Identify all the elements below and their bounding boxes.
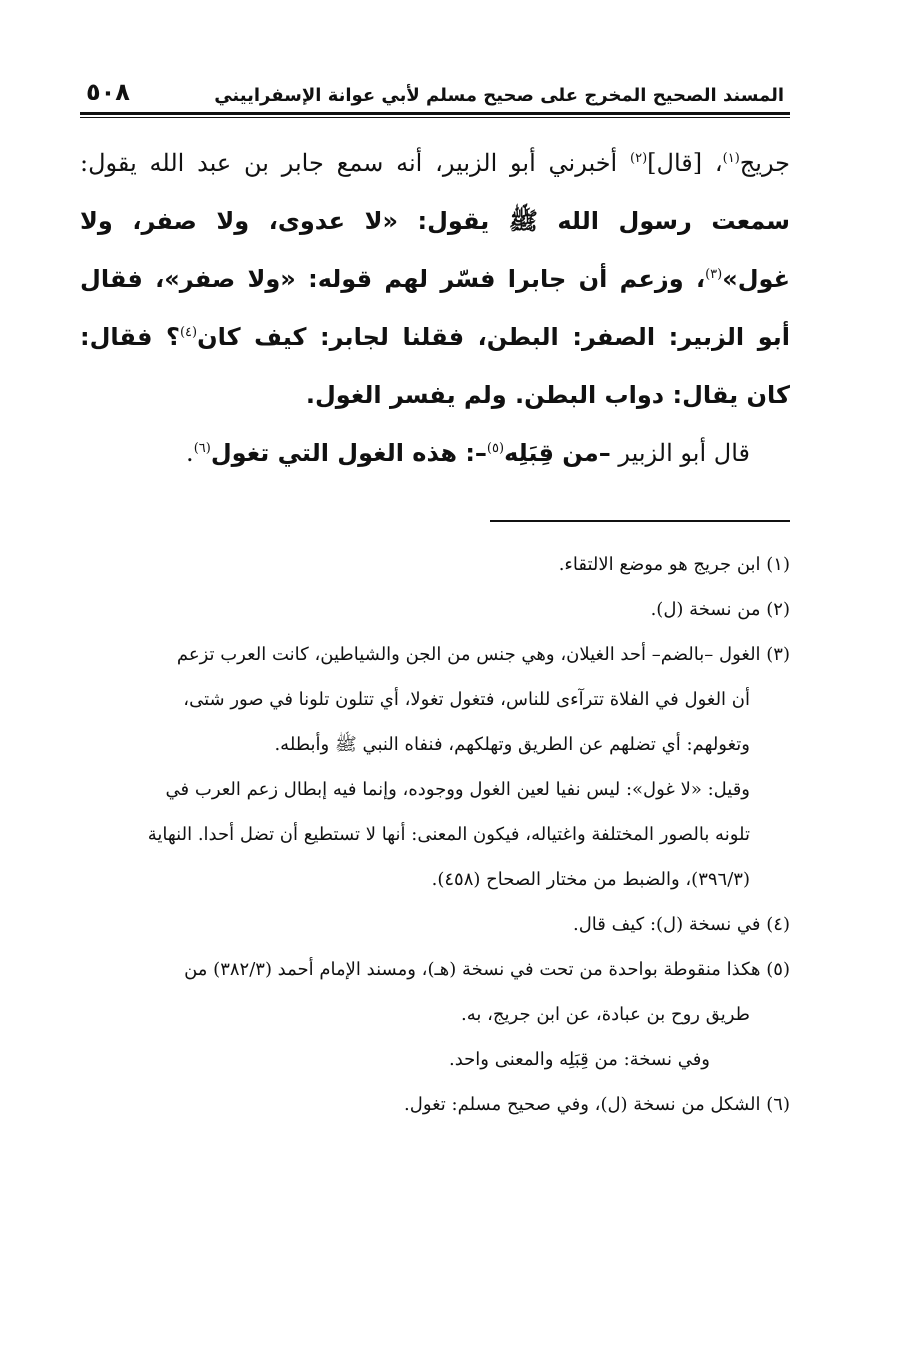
book-page	[80, 70, 790, 1310]
footnote-5-line: وفي نسخة: من قِبَلِه والمعنى واحد.	[449, 1049, 710, 1070]
footnote-5	[80, 947, 790, 1082]
footnote-2: (٢) من نسخة (ل).	[650, 599, 790, 620]
footnote-ref-2: (٢)	[630, 151, 648, 166]
footnote-1: (١) ابن جريج هو موضع الالتقاء.	[558, 554, 790, 575]
text-run: ، [قال]	[647, 149, 723, 177]
footnote-ref-4: (٤)	[179, 325, 198, 340]
footnote-5-line: طريق روح بن عبادة، عن ابن جريج، به.	[461, 1004, 750, 1025]
footnote-5-line: (٥) هكذا منقوطة بواحدة من تحت في نسخة (هـ)، ومسند الإمام أحمد (٣٨٢/٣) من	[184, 959, 790, 980]
footnote-ref-1: (١)	[722, 151, 740, 166]
paragraph-2	[80, 424, 790, 482]
footnote-3-line: (٣٩٦/٣)، والضبط من مختار الصحاح (٤٥٨).	[431, 869, 750, 890]
bold-text-run: ، وزعم أن جابرا فسّر لهم قوله: «ولا صفر»، فقال أبو الزبير: الصفر: البطن، فقلنا لجابر: كيف كان	[80, 265, 790, 351]
footnote-3-line: وقيل: «لا غول»: ليس نفيا لعين الغول ووجوده، وإنما فيه إبطال زعم العرب في	[165, 779, 750, 800]
footnote-ref-5: (٥)	[486, 441, 505, 456]
bold-text-run: –من قِبَلِه	[504, 439, 611, 467]
header-rule	[80, 112, 790, 118]
text-run: أخبرني أبو الزبير، أنه سمع جابر بن عبد الله يقول:	[80, 149, 630, 177]
footnote-3-line: تلونه بالصور المختلفة واغتياله، فيكون المعنى: أنها لا تستطيع أن تضل أحدا. النهاية	[147, 824, 750, 845]
bold-text-run: سمعت رسول الله ﷺ يقول: «لا عدوى، ولا صفر، ولا غول»	[80, 207, 790, 293]
text-run: جريج	[739, 149, 791, 177]
main-text	[80, 134, 790, 482]
footnote-ref-6: (٦)	[193, 441, 211, 456]
footnote-separator	[490, 520, 790, 522]
footnote-3-line: وتغولهم: أي تضلهم عن الطريق وتهلكهم، فنفاه النبي ﷺ وأبطله.	[274, 734, 750, 755]
footnote-3-line: (٣) الغول –بالضم– أحد الغيلان، وهي جنس من الجن والشياطين، كانت العرب تزعم	[176, 644, 790, 665]
header-title: المسند الصحيح المخرج على صحيح مسلم لأبي عوانة الإسفراييني	[214, 85, 784, 106]
bold-text-run: –: هذه الغول التي تغول	[210, 439, 487, 467]
footnote-6: (٦) الشكل من نسخة (ل)، وفي صحيح مسلم: تغول.	[404, 1094, 790, 1115]
footnote-3-line: أن الغول في الفلاة تترآءى للناس، فتغول تغولا، أي تتلون تلونا في صور شتى،	[183, 689, 750, 710]
page-number: ٥٠٨	[86, 78, 130, 106]
bold-text-run: ؟ فقال: كان يقال: دواب البطن. ولم يفسر الغول.	[80, 323, 790, 409]
footnote-ref-3: (٣)	[705, 267, 723, 282]
footnote-3	[80, 632, 790, 902]
footnotes	[80, 542, 790, 1127]
running-header	[80, 70, 790, 106]
text-run: قال أبو الزبير	[610, 439, 750, 467]
footnote-4: (٤) في نسخة (ل): كيف قال.	[573, 914, 790, 935]
text-run: .	[186, 439, 194, 467]
paragraph-1	[80, 134, 790, 424]
